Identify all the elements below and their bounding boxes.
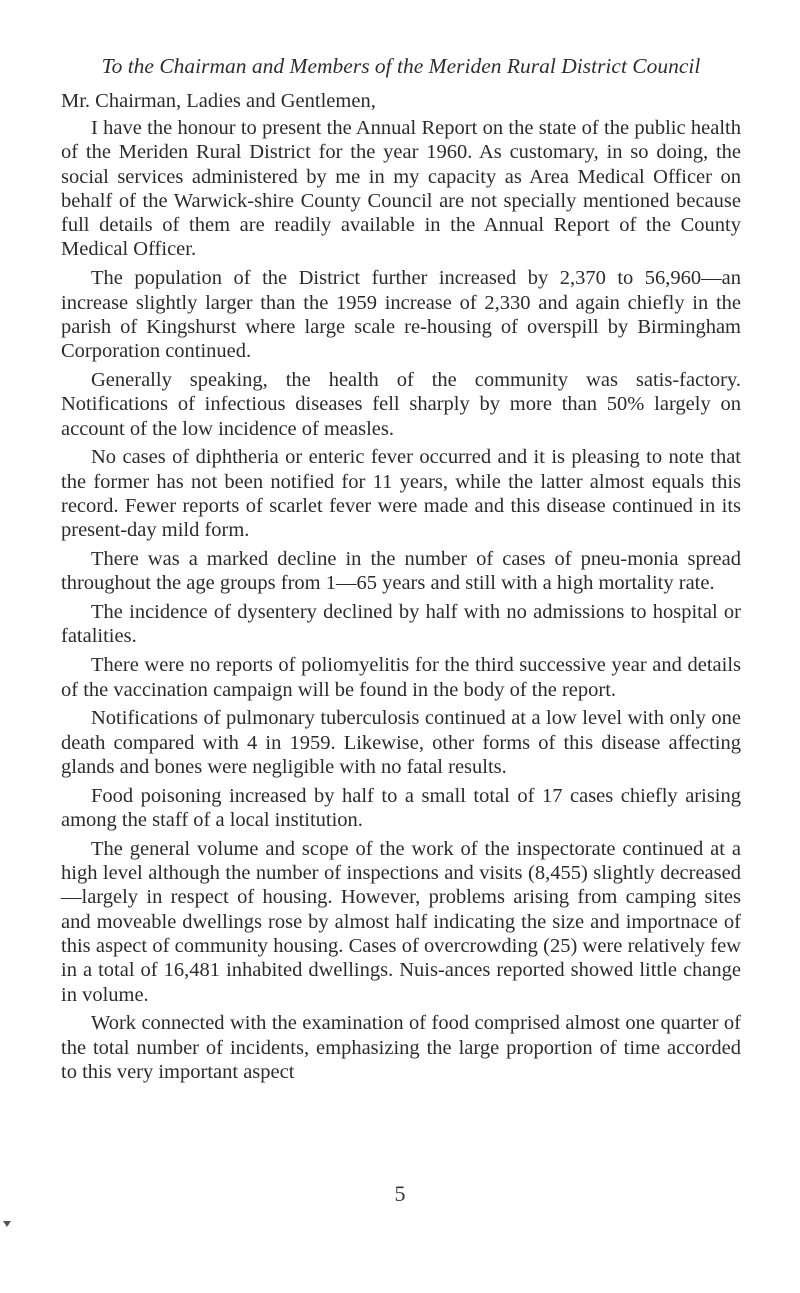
address-heading: To the Chairman and Members of the Meriden Rural District Council (101, 54, 701, 78)
paragraph-general-health: Generally speaking, the health of the community was satis-factory. Notifications of infectious diseases fell sharply by more than 50% largely on account of the low incidence of measles. (61, 368, 741, 440)
paragraph-tuberculosis: Notifications of pulmonary tuberculosis continued at a low level with only one death compared with 4 in 1959. Likewise, other forms of this disease affecting glands and bones were negligible with no fatal results. (61, 707, 741, 778)
paragraph-food-poisoning: Food poisoning increased by half to a small total of 17 cases chiefly arising among the staff of a local institution. (61, 784, 741, 832)
page-number: 5 (394, 1181, 406, 1206)
document-page (61, 52, 741, 1089)
scan-mark-icon (3, 1221, 11, 1227)
paragraph-introduction: I have the honour to present the Annual Report on the state of the public health of the Meriden Rural District for the year 1960. As customary, in so doing, the social services administered by me in my capacity as Area Medical Officer on behalf of the Warwick-shire County Council are not specially mentioned because full details of them are readily available in the Annual Report of the County Medical Officer. (61, 117, 741, 261)
paragraph-food-examination: Work connected with the examination of food comprised almost one quarter of the total number of incidents, emphasizing the large proportion of time accorded to this very important aspect (61, 1012, 741, 1083)
paragraph-poliomyelitis: There were no reports of poliomyelitis for the third successive year and details of the vaccination campaign will be found in the body of the report. (61, 654, 741, 701)
paragraph-pneumonia: There was a marked decline in the number of cases of pneu-monia spread throughout the age groups from 1—65 years and still with a high mortality rate. (61, 548, 741, 595)
paragraph-population: The population of the District further increased by 2,370 to 56,960—an increase slightly larger than the 1959 increase of 2,330 and again chiefly in the parish of Kingshurst where large scale re-housing of overspill by Birmingham Corporation continued. (61, 267, 741, 363)
salutation: Mr. Chairman, Ladies and Gentlemen, (61, 90, 376, 112)
paragraph-dysentery: The incidence of dysentery declined by half with no admissions to hospital or fatalities. (61, 601, 741, 648)
paragraph-diphtheria: No cases of diphtheria or enteric fever occurred and it is pleasing to note that the former has not been notified for 11 years, while the latter almost equals this record. Fewer reports of scarlet fever were made and this disease continued in its present-day mild form. (61, 446, 741, 542)
paragraph-inspectorate: The general volume and scope of the work of the inspectorate continued at a high level although the number of inspections and visits (8,455) slightly decreased—largely in respect of housing. However, problems arising from camping sites and moveable dwellings rose by almost half indicating the size and importnace of this aspect of community housing. Cases of overcrowding (25) were relatively few in a total of 16,481 inhabited dwellings. Nuis-ances reported showed little change in volume. (61, 837, 741, 1006)
